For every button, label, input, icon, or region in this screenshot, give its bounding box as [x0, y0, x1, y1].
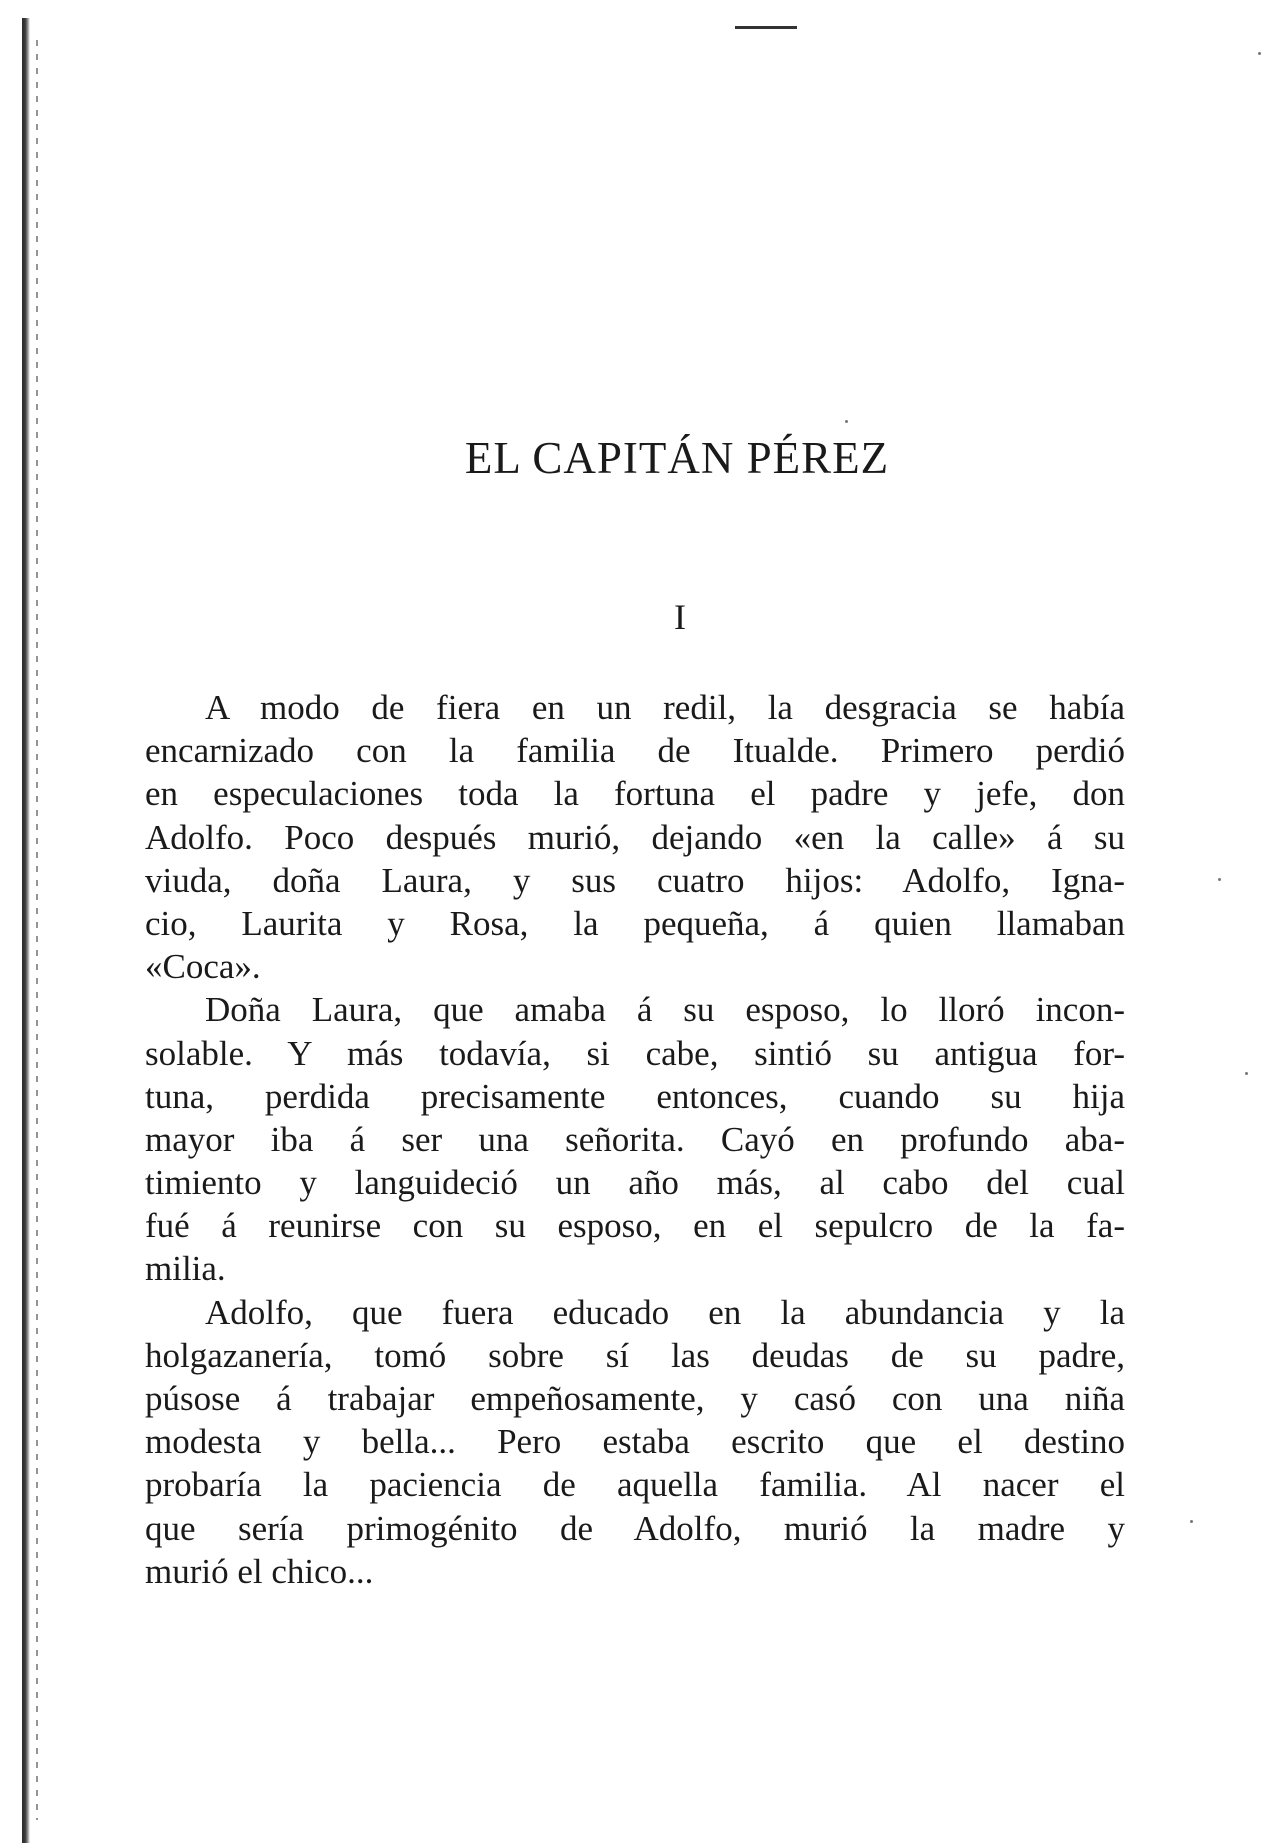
text-line: solable. Y más todavía, si cabe, sintió su antigua for-	[145, 1033, 1125, 1073]
print-speck	[1218, 878, 1221, 881]
print-speck	[1245, 1072, 1248, 1075]
text-line: timiento y languideció un año más, al cabo del cual	[145, 1163, 1125, 1203]
print-speck	[1258, 52, 1261, 55]
text-line: modesta y bella... Pero estaba escrito que el destino	[145, 1422, 1125, 1462]
page-binding-shadow	[36, 40, 38, 1820]
story-title: EL CAPITÁN PÉREZ	[464, 433, 890, 483]
print-speck	[1190, 1520, 1193, 1523]
text-line: «Coca».	[145, 947, 261, 987]
text-line: que sería primogénito de Adolfo, murió la madre y	[145, 1508, 1125, 1548]
text-line: tuna, perdida precisamente entonces, cuando su hija	[145, 1076, 1125, 1116]
text-line: púsose á trabajar empeñosamente, y casó con una niña	[145, 1379, 1125, 1418]
text-line: A modo de fiera en un redil, la desgracia se había	[205, 688, 1125, 727]
text-line: viuda, doña Laura, y sus cuatro hijos: Adolfo, Igna-	[145, 860, 1125, 900]
page-binding-edge	[22, 18, 30, 1843]
chapter-number: I	[674, 597, 686, 637]
text-line: murió el chico...	[145, 1551, 374, 1591]
text-line: holgazanería, tomó sobre sí las deudas de su padre,	[145, 1335, 1125, 1375]
text-line: cio, Laurita y Rosa, la pequeña, á quien llamaban	[145, 903, 1125, 943]
text-line: encarnizado con la familia de Itualde. Primero perdió	[145, 731, 1125, 771]
top-print-mark	[735, 26, 797, 29]
print-speck	[845, 420, 848, 423]
text-line: mayor iba á ser una señorita. Cayó en profundo aba-	[145, 1119, 1125, 1159]
body-text	[145, 686, 1125, 1593]
text-line: fué á reunirse con su esposo, en el sepulcro de la fa-	[145, 1206, 1125, 1246]
text-line: Adolfo. Poco después murió, dejando «en la calle» á su	[145, 817, 1125, 857]
text-line: probaría la paciencia de aquella familia. Al nacer el	[145, 1465, 1125, 1505]
text-line: Adolfo, que fuera educado en la abundancia y la	[205, 1292, 1125, 1332]
text-line: milia.	[145, 1249, 226, 1289]
text-line: Doña Laura, que amaba á su esposo, lo lloró incon-	[205, 990, 1125, 1030]
text-line: en especulaciones toda la fortuna el padre y jefe, don	[145, 774, 1125, 814]
